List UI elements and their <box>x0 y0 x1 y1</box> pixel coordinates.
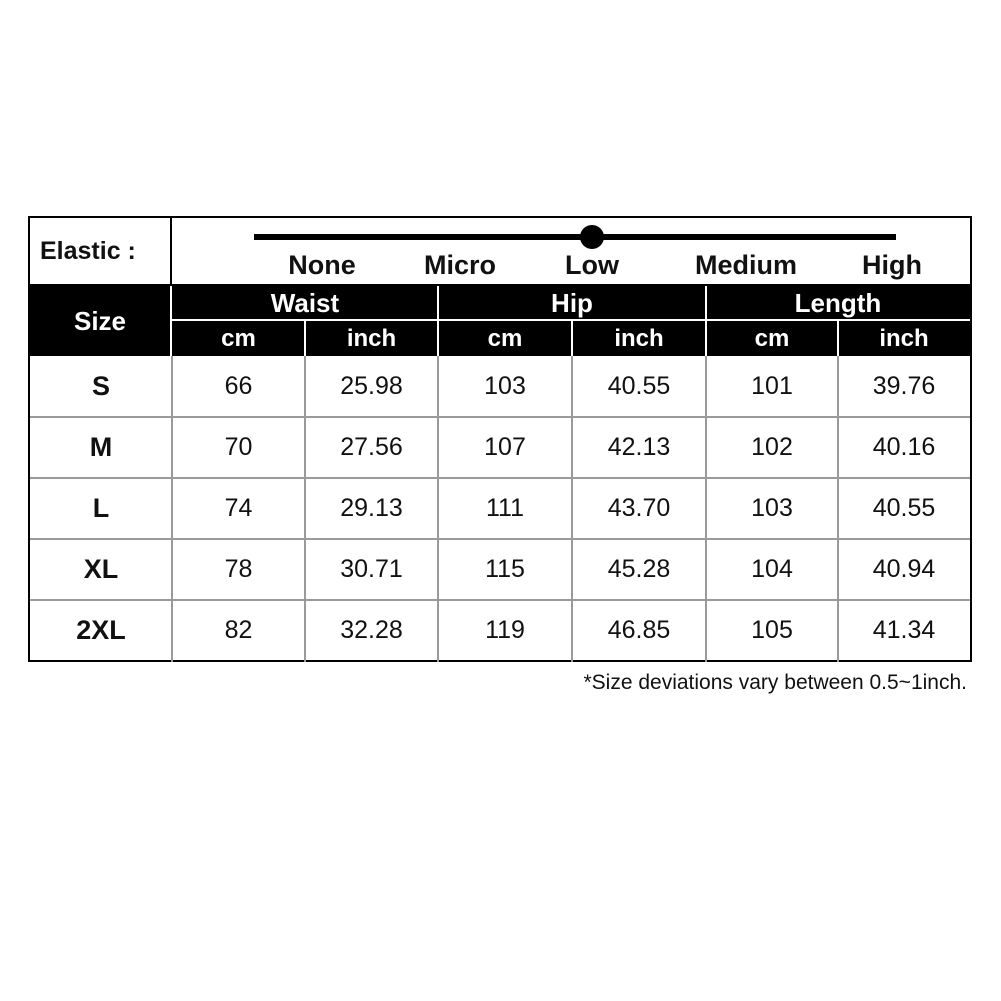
size-footnote: *Size deviations vary between 0.5~1inch. <box>583 671 967 694</box>
measurement-cell: 42.13 <box>607 433 671 461</box>
measurement-cell: 101 <box>751 372 793 400</box>
header-unit-separator <box>837 321 839 356</box>
measurement-cell: 27.56 <box>340 433 403 461</box>
elastic-row <box>30 218 970 286</box>
column-divider <box>571 356 573 662</box>
elastic-level-high: High <box>862 250 922 280</box>
column-divider <box>837 356 839 662</box>
header-unit-separator <box>571 321 573 356</box>
measurement-cell: 40.55 <box>872 494 936 522</box>
measurement-cell: 30.71 <box>340 555 403 583</box>
measurement-cell: 45.28 <box>607 555 671 583</box>
elastic-selected-marker <box>580 225 604 249</box>
measurement-cell: 39.76 <box>872 372 936 400</box>
header-unit-hip-inch: inch <box>572 321 706 356</box>
measurement-cell: 105 <box>751 616 793 644</box>
measurement-cell: 66 <box>224 372 253 400</box>
header-size: Size <box>30 286 172 356</box>
size-cell: 2XL <box>76 615 126 645</box>
size-chart-table <box>28 216 972 662</box>
header-unit-waist-cm: cm <box>172 321 305 356</box>
size-cell: L <box>92 493 110 523</box>
measurement-cell: 78 <box>224 555 253 583</box>
header-unit-separator <box>304 321 306 356</box>
header-group-separator <box>437 286 439 356</box>
header-waist: Waist <box>172 286 438 321</box>
measurement-cell: 102 <box>751 433 793 461</box>
measurement-cell: 107 <box>484 433 526 461</box>
elastic-level-micro: Micro <box>423 250 497 280</box>
measurement-cell: 40.94 <box>872 555 936 583</box>
column-divider <box>171 356 173 662</box>
elastic-level-none: None <box>288 250 356 280</box>
size-cell: S <box>91 371 110 401</box>
measurement-cell: 46.85 <box>607 616 671 644</box>
header-hip: Hip <box>438 286 706 321</box>
column-divider <box>437 356 439 662</box>
size-cell: M <box>89 432 113 462</box>
elastic-scale-bar <box>254 234 896 240</box>
measurement-cell: 115 <box>485 555 525 583</box>
size-cell: XL <box>83 554 119 584</box>
elastic-level-low: Low <box>565 250 619 280</box>
header-group-separator <box>705 286 707 356</box>
measurement-cell: 32.28 <box>340 616 403 644</box>
column-divider <box>705 356 707 662</box>
header-unit-hip-cm: cm <box>438 321 572 356</box>
elastic-scale <box>172 218 970 284</box>
header-unit-length-cm: cm <box>706 321 838 356</box>
measurement-cell: 104 <box>751 555 793 583</box>
elastic-level-medium: Medium <box>694 250 798 280</box>
measurement-cell: 41.34 <box>872 616 936 644</box>
header-unit-length-inch: inch <box>838 321 970 356</box>
measurement-cell: 111 <box>485 494 524 522</box>
measurement-cell: 43.70 <box>607 494 671 522</box>
measurement-cell: 74 <box>224 494 253 522</box>
elastic-label: Elastic : <box>30 218 172 284</box>
measurement-cell: 119 <box>485 616 525 644</box>
measurement-cell: 25.98 <box>340 372 403 400</box>
measurement-cell: 70 <box>224 433 253 461</box>
measurement-cell: 29.13 <box>340 494 403 522</box>
measurement-cell: 103 <box>751 494 793 522</box>
column-divider <box>304 356 306 662</box>
measurement-cell: 40.55 <box>607 372 671 400</box>
measurement-cell: 82 <box>224 616 253 644</box>
header-length: Length <box>706 286 970 321</box>
measurement-cell: 40.16 <box>872 433 936 461</box>
measurement-cell: 103 <box>484 372 526 400</box>
header-unit-waist-inch: inch <box>305 321 438 356</box>
